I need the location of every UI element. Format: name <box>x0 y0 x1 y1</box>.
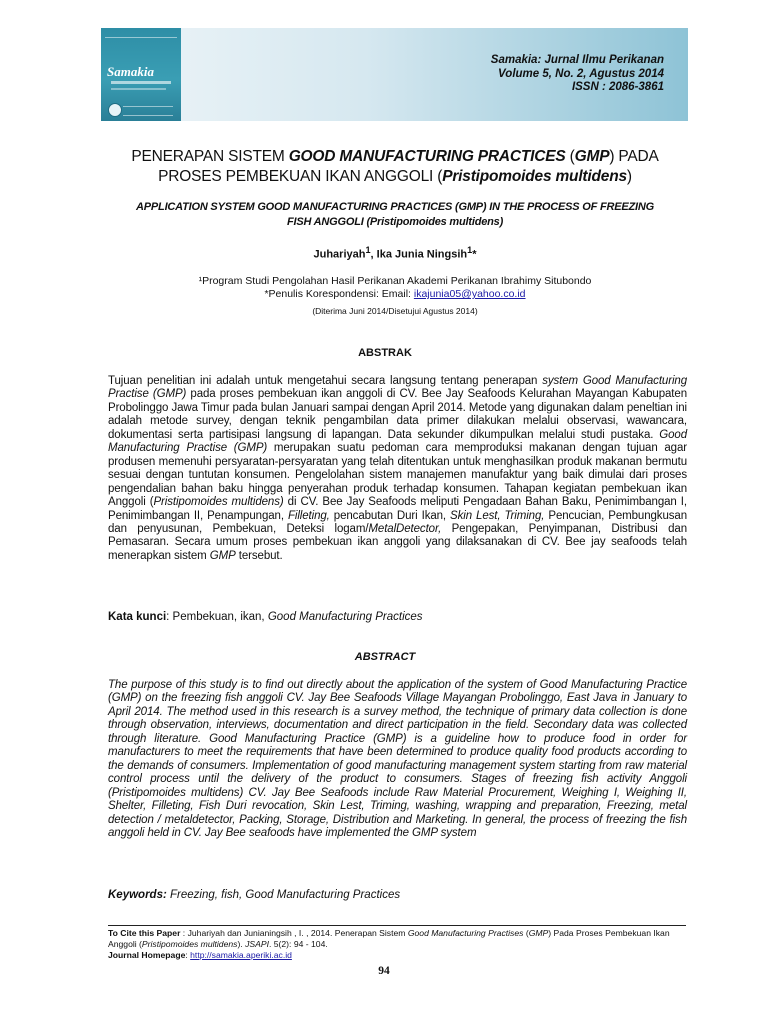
homepage-separator: : <box>185 950 191 960</box>
author-1: Juhariyah <box>313 248 366 261</box>
kata-kunci <box>108 611 423 623</box>
title-text: Pristipomoides multidens <box>442 168 627 185</box>
cover-subtitle-bar <box>111 81 171 84</box>
journal-volume: Volume 5, No. 2, Agustus 2014 <box>498 67 664 80</box>
abstrak-italic: Pristipomoides multidens) <box>153 496 284 509</box>
author-separator: , <box>370 248 377 261</box>
citation-footer <box>108 928 688 961</box>
abstrak-italic: MetalDetector, <box>368 522 442 535</box>
abstrak-text: pencabutan Duri Ikan, <box>329 509 451 522</box>
abstrak-paragraph <box>108 375 687 563</box>
citation-italic: GMP <box>528 928 549 938</box>
title-text: GOOD MANUFACTURING PRACTICES <box>288 148 566 165</box>
abstract-heading: ABSTRACT <box>354 651 416 663</box>
abstrak-italic: Skin Lest, Triming, <box>450 509 545 522</box>
kata-kunci-text: : Pembekuan, ikan, <box>166 611 268 623</box>
citation-label: To Cite this Paper <box>108 928 181 938</box>
abstrak-italic: system Good Manufacturing Practise (GMP) <box>108 375 687 401</box>
footer-rule <box>108 925 686 926</box>
title-text: GMP <box>574 148 610 165</box>
abstrak-text: di CV. Bee Jay Seafoods meliputi Pengadaan Bahan Baku, Penimimbangan I, Penimimbangan II, Penampungan, <box>108 496 687 522</box>
abstrak-text: merupakan suatu pedoman cara memproduksi makanan dengan tujuan agar produsen memenuhi persyaratan-persyaratan yang telah ditentukan untuk menghasilkan produk makanan bermutu sesuai dengan tuntutan konsumen. Pengelolahan sistem manajemen manufaktur yang baik dimulai dari proses pengendalian bahan baku hingga penyerahan produk terhadap konsumen. Tahapan kegiatan pembekuan ikan Anggoli ( <box>108 442 687 509</box>
keywords-text: Freezing, fish, Good Manufacturing Practices <box>166 889 401 901</box>
journal-info <box>491 54 664 95</box>
homepage-link[interactable]: http://samakia.aperiki.ac.id <box>190 950 292 960</box>
citation-italic: Good Manufacturing Practises <box>407 928 524 938</box>
email-link[interactable]: ikajunia05@yahoo.co.id <box>413 288 526 300</box>
title-text: PENERAPAN SISTEM <box>131 148 289 165</box>
kata-kunci-italic: Good Manufacturing Practices <box>267 611 423 623</box>
title-text: ) <box>626 168 632 185</box>
keywords <box>108 889 400 901</box>
english-title-line-2: FISH ANGGOLI (Pristipomoides multidens) <box>286 216 504 228</box>
correspondence-line <box>100 288 690 301</box>
cover-text-lines <box>123 106 173 116</box>
abstrak-text: Pencucian, Pembungkusan dan penyusunan, Pembekuan, Deteksi logam/ <box>108 509 687 535</box>
homepage <box>108 950 688 961</box>
abstrak-text: Pengepakan, Penyimpanan, Distribusi dan Pemasaran. Secara umum proses pembekuan ikan anggoli yang dilaksanakan di CV. Bee jay seafoods telah menerapkan sistem <box>108 522 687 562</box>
authors <box>100 245 690 261</box>
journal-name: Samakia: Jurnal Ilmu Perikanan <box>490 54 664 66</box>
cover-top-rule <box>105 31 177 38</box>
abstract-paragraph: The purpose of this study is to find out directly about the application of the system of Good Manufacturing Practice (GMP) on the freezing fish anggoli CV. Jay Bee Seafoods Village Mayangan Probolinggo, East Java in January to April 2014. The method used in this research is a survey method, the technique of primary data collection is done through observation, interviews, documentation and direct participation in the field. Secondary data was collected through literature. Good Manufacturing Practice (GMP) is a guideline how to produce food in order for manufacturers to meet the requirements that have been determined to produce quality food products according to the demands of consumers. Implementation of good manufacturing management system starting from raw material control process until the delivery of the product to consumers. Stages of freezing fish activity Anggoli (Pristipomoides multidens) CV. Jay Bee Seafoods include Raw Material Procurement, Weighing I, Weighing II, Shelter, Filleting, Fish Duri revocation, Skin Lest, Triming, washing, wrapping and preparation, Freezing, metal detection / metaldetector, Packing, Storage, Distribution and Marketing. In general, the process of freezing the fish anggoli held in CV. Jay Bee seafoods have implemented the GMP system <box>108 679 687 839</box>
citation-text: ( <box>523 928 529 938</box>
affiliation <box>100 275 690 301</box>
title-text: ) PADA <box>609 148 659 165</box>
citation <box>108 928 688 950</box>
received-dates: (Diterima Juni 2014/Disetujui Agustus 2014) <box>312 306 478 316</box>
abstrak-italic: Filleting, <box>287 509 330 522</box>
citation-italic: Pristipomoides multidens <box>141 939 238 949</box>
cover-title: Samakia <box>107 64 154 79</box>
citation-text: ). <box>237 939 246 949</box>
citation-text: ) Pada Proses Pembekuan Ikan Anggoli ( <box>108 928 670 949</box>
journal-issn: ISSN : 2086-3861 <box>571 81 664 93</box>
abstrak-text: pada proses pembekuan ikan anggoli di CV. Bee Jay Seafoods Kelurahan Mayangan Kabupaten Probolinggo Jawa Timur pada bulan Januari sampai dengan April 2014. Metode yang digunakan dalam peneltian ini adalah metode survey, dengan teknik pengambilan data primer dilakukan melalui observasi, wawancara, dokumentasi serta partisipasi langsung di lapangan. Data sekunder dikumpulkan melalui studi pustaka. <box>108 388 687 441</box>
title-text: ( <box>565 148 575 165</box>
abstrak-text: tersebut. <box>235 549 283 562</box>
author-1-affil: 1 <box>365 245 371 255</box>
corresponding-mark: * <box>472 248 477 261</box>
cover-logo-icon <box>108 103 122 117</box>
title-line-1 <box>100 147 690 167</box>
paper-title <box>100 147 690 187</box>
english-title-line-1: APPLICATION SYSTEM GOOD MANUFACTURING PRACTICES (GMP) IN THE PROCESS OF FREEZING <box>136 201 654 213</box>
affiliation-line: ¹Program Studi Pengolahan Hasil Perikanan Akademi Perikanan Ibrahimy Situbondo <box>198 275 592 287</box>
journal-cover-image <box>101 28 181 121</box>
abstrak-heading: ABSTRAK <box>358 347 412 359</box>
homepage-label: Journal Homepage <box>108 950 186 960</box>
abstrak-italic: GMP <box>209 549 236 562</box>
page-number: 94 <box>378 965 390 977</box>
citation-text: : Juhariyah dan Junianingsih , I. , 2014. Penerapan Sistem <box>180 928 408 938</box>
author-2-affil: 1 <box>467 245 473 255</box>
email-label: *Penulis Korespondensi: Email: <box>264 288 414 300</box>
abstrak-text: Tujuan penelitian ini adalah untuk mengetahui secara langsung tentang penerapan <box>108 375 543 387</box>
cover-subtitle-bar-2 <box>111 88 166 90</box>
abstrak-italic: Good Manufacturing Practise (GMP) <box>108 428 687 455</box>
kata-kunci-label: Kata kunci <box>108 611 167 623</box>
citation-italic: JSAPI <box>245 939 269 949</box>
author-2: Ika Junia Ningsih <box>376 248 468 261</box>
english-title <box>100 200 690 230</box>
keywords-label: Keywords: <box>108 889 167 901</box>
title-text: PROSES PEMBEKUAN IKAN ANGGOLI ( <box>158 168 443 185</box>
title-line-2 <box>100 167 690 187</box>
citation-text: . 5(2): 94 - 104. <box>268 939 328 949</box>
